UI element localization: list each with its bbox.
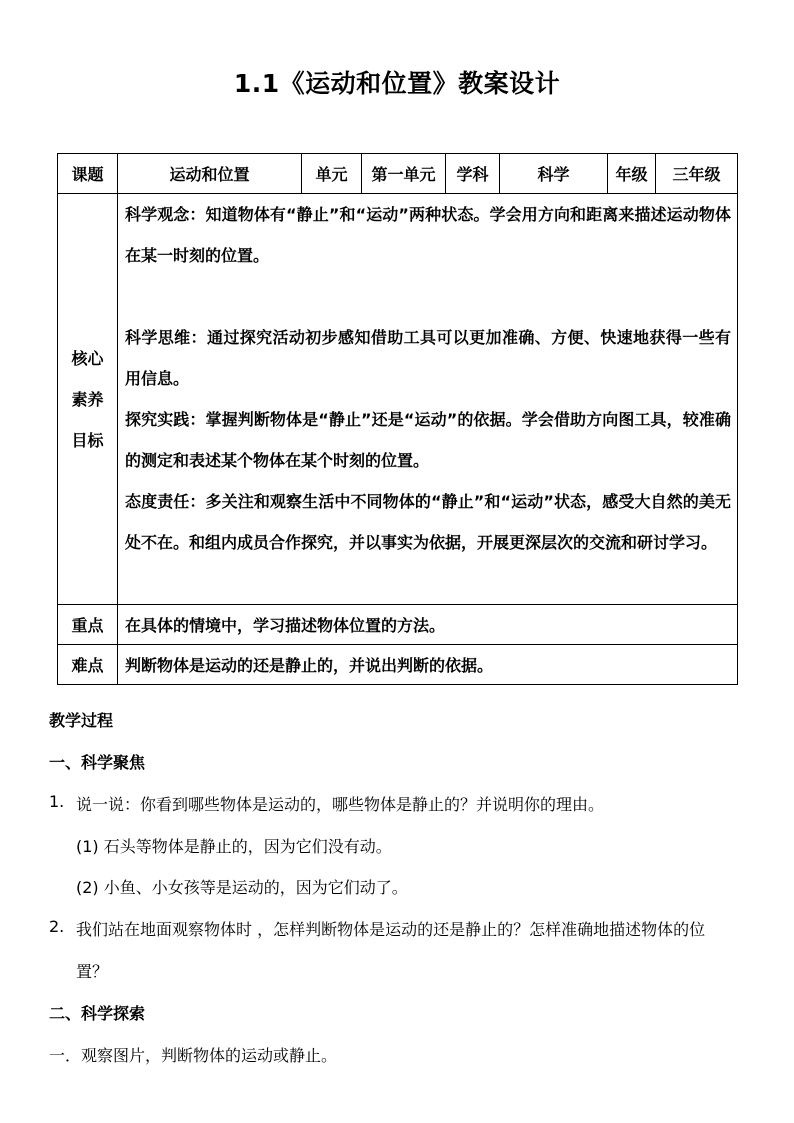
goal-text: 通过探究活动初步感知借助工具可以更加准确、方便、快速地获得一些有用信息。	[125, 328, 731, 388]
answer-1: (1) 石头等物体是静止的，因为它们没有动。	[76, 837, 392, 856]
question-2-line-2: 置？	[76, 962, 109, 981]
goal-key: 探究实践：	[125, 410, 206, 429]
difficulty-label: 难点	[58, 645, 118, 685]
difficulty-row	[58, 645, 738, 685]
core-label-line: 素养	[71, 389, 104, 409]
goal-science-concept	[125, 194, 731, 317]
grade-label: 年级	[608, 154, 656, 194]
key-point-text: 在具体的情境中，学习描述物体位置的方法。	[118, 605, 738, 645]
question-number: 1.	[49, 792, 65, 811]
goal-science-thinking	[125, 317, 731, 399]
question-number: 2.	[49, 917, 65, 936]
question-2-line-1: 我们站在地面观察物体时 ，怎样判断物体是运动的还是静止的？怎样准确地描述物体的位	[76, 920, 706, 939]
goal-key: 科学思维：	[125, 328, 207, 347]
goal-key: 科学观念：	[125, 205, 206, 224]
topic-value: 运动和位置	[118, 154, 302, 194]
subject-label: 学科	[446, 154, 500, 194]
goal-text: 多关注和观察生活中不同物体的“静止”和“运动”状态，感受大自然的美无处不在。和组内成员合作探究，并以事实为依据，开展更深层次的交流和研讨学习。	[125, 492, 731, 552]
answer-2: (2) 小鱼、小女孩等是运动的，因为它们动了。	[76, 878, 408, 897]
teaching-process-heading: 教学过程	[49, 711, 114, 730]
section-science-focus: 一、科学聚焦	[49, 753, 146, 772]
question-1: 说一说：你看到哪些物体是运动的，哪些物体是静止的？并说明你的理由。	[76, 795, 605, 814]
task-1: 一．观察图片，判断物体的运动或静止。	[49, 1046, 338, 1065]
page-title: 1.1《运动和位置》教案设计	[233, 69, 561, 98]
unit-label: 单元	[302, 154, 362, 194]
core-goals-row	[58, 194, 738, 605]
lesson-plan-table	[57, 153, 738, 685]
difficulty-text: 判断物体是运动的还是静止的，并说出判断的依据。	[118, 645, 738, 685]
goal-inquiry-practice	[125, 399, 731, 481]
goal-key: 态度责任：	[125, 492, 206, 511]
goal-attitude-responsibility	[125, 481, 731, 604]
core-label-line: 目标	[71, 430, 104, 450]
goal-text: 知道物体有“静止”和“运动”两种状态。学会用方向和距离来描述运动物体在某一时刻的位置。	[125, 205, 731, 265]
goal-text: 掌握判断物体是“静止”还是“运动”的依据。学会借助方向图工具，较准确的测定和表述某个物体在某个时刻的位置。	[125, 410, 731, 470]
unit-value: 第一单元	[362, 154, 446, 194]
section-science-explore: 二、科学探索	[49, 1004, 146, 1023]
table-header-row	[58, 154, 738, 194]
core-goals-content	[118, 194, 738, 605]
topic-label: 课题	[58, 154, 118, 194]
key-point-label: 重点	[58, 605, 118, 645]
core-label-line: 核心	[71, 348, 104, 368]
grade-value: 三年级	[656, 154, 738, 194]
core-goals-label	[58, 194, 118, 605]
subject-value: 科学	[500, 154, 608, 194]
key-point-row	[58, 605, 738, 645]
